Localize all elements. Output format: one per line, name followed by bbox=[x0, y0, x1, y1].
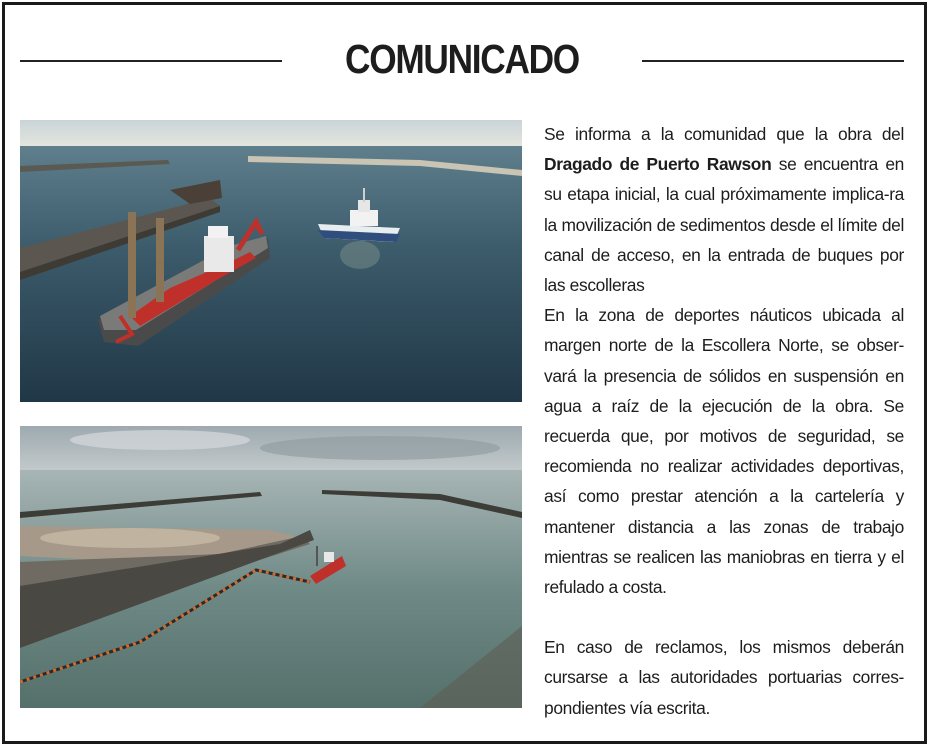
dredging-barge-photo-icon bbox=[20, 120, 522, 402]
title-rule-left bbox=[20, 60, 282, 62]
notice-body bbox=[544, 119, 904, 723]
project-name: Dragado de Puerto Rawson bbox=[544, 154, 772, 175]
title-rule-right bbox=[642, 60, 904, 62]
harbor-aerial-photo-icon bbox=[20, 426, 522, 708]
notice-paragraph-1 bbox=[544, 119, 904, 300]
notice-paragraph-3: En caso de reclamos, los mismos deberán cursarse a las autoridades portuarias corres-pondientes vía escrita. bbox=[544, 637, 904, 718]
paragraph-1-rest: se encuentra en su etapa inicial, la cual próximamente implica-ra la movilización de sedimentos desde el límite del canal de acceso, en la entrada de buques por las escolleras bbox=[544, 154, 904, 296]
notice-paragraph-2: En la zona de deportes náuticos ubicada al margen norte de la Escollera Norte, se obser-vará la presencia de sólidos en suspensión en agua a raíz de la ejecución de la obra. Se recuerda que, por motivos de seguridad, se recomienda no realizar actividades deportivas, así como prestar atención a la cartelería y mantener distancia a las zonas de trabajo mientras se realicen las maniobras en tierra y el refulado a costa. bbox=[544, 305, 904, 598]
harbor-aerial-photo bbox=[20, 426, 522, 708]
paragraph-1-lead: Se informa a la comunidad que la obra del bbox=[544, 124, 904, 144]
dredging-barge-photo bbox=[20, 120, 522, 402]
page-title: COMUNICADO bbox=[345, 36, 579, 82]
